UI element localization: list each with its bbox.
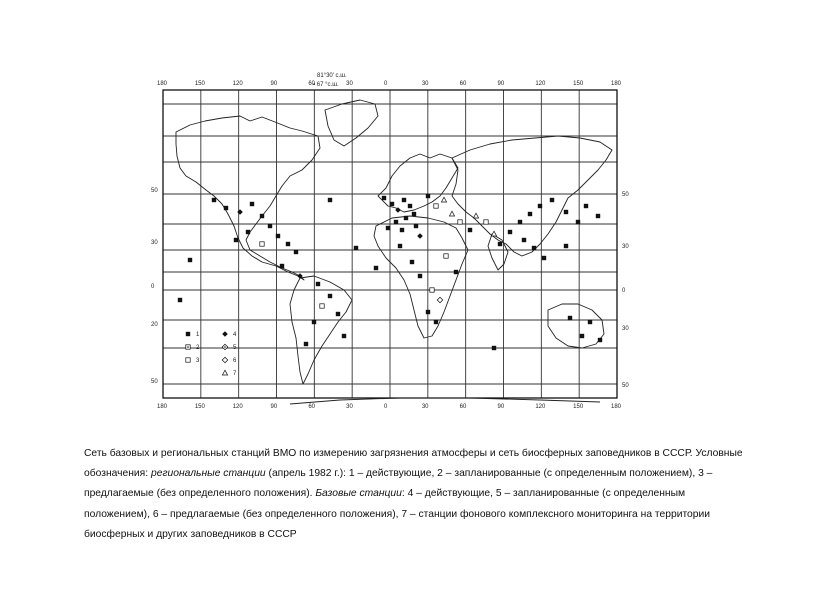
map-legend xyxy=(186,331,237,377)
station-marker xyxy=(568,316,572,320)
legend-symbol xyxy=(222,344,228,350)
station-marker xyxy=(434,204,438,208)
station-marker xyxy=(178,298,182,302)
station-marker xyxy=(188,258,192,262)
station-marker xyxy=(596,214,600,218)
left-latitude-labels xyxy=(151,188,158,385)
station-marker xyxy=(532,246,536,250)
top-header-line-1: 81°30' с.ш. xyxy=(317,73,347,79)
station-marker xyxy=(426,310,430,314)
station-marker xyxy=(449,211,454,216)
station-marker xyxy=(328,198,332,202)
station-marker xyxy=(454,270,458,274)
legend-number: 1 xyxy=(196,332,200,338)
station-marker xyxy=(237,209,243,215)
top-longitude-label: 30 xyxy=(421,81,429,87)
station-marker xyxy=(320,304,324,308)
legend-symbol xyxy=(186,358,190,362)
bottom-longitude-label: 150 xyxy=(573,404,584,410)
left-latitude-label: 50 xyxy=(151,188,158,194)
map-grid xyxy=(163,90,617,398)
legend-symbol xyxy=(222,370,227,375)
top-longitude-label: 120 xyxy=(232,81,243,87)
legend-number: 7 xyxy=(233,371,237,377)
station-marker xyxy=(564,210,568,214)
station-marker xyxy=(234,238,238,242)
south-america-outline xyxy=(290,276,352,384)
station-marker xyxy=(328,294,332,298)
station-marker xyxy=(522,238,526,242)
right-latitude-label: 50 xyxy=(622,192,629,198)
station-marker xyxy=(418,274,422,278)
station-marker xyxy=(550,198,554,202)
caption-part-2: (апрель 1982 г.): 1 – действующие, 2 – запланированные (с определенным положением), 3 – предлагаемые (без определенного положения). xyxy=(84,468,713,500)
station-marker xyxy=(386,226,390,230)
legend-number: 6 xyxy=(233,358,237,364)
station-marker xyxy=(444,254,448,258)
station-marker xyxy=(390,202,394,206)
station-marker xyxy=(280,264,284,268)
station-marker xyxy=(437,297,443,303)
north-america-outline xyxy=(176,116,320,280)
station-marker xyxy=(224,206,228,210)
bottom-longitude-label: 180 xyxy=(611,404,622,410)
station-marker xyxy=(468,228,472,232)
top-longitude-labels xyxy=(157,81,622,87)
bottom-longitude-label: 30 xyxy=(346,404,353,410)
left-latitude-label: 50 xyxy=(151,379,158,385)
station-marker xyxy=(564,244,568,248)
caption-italic-base: Базовые станции xyxy=(315,488,402,500)
legend-symbol xyxy=(222,331,228,337)
legend-symbol xyxy=(186,332,190,336)
top-header-line-2: ▪ 67 °с.ш. xyxy=(313,82,339,88)
bottom-longitude-label: 120 xyxy=(535,404,546,410)
left-latitude-label: 0 xyxy=(151,284,155,290)
bottom-longitude-label: 180 xyxy=(157,404,168,410)
station-marker xyxy=(316,282,320,286)
station-marker xyxy=(260,214,264,218)
station-marker xyxy=(250,202,254,206)
legend-number: 3 xyxy=(196,358,200,364)
bottom-longitude-labels xyxy=(157,404,622,410)
caption-italic-regional: региональные станции xyxy=(150,468,266,480)
station-marker xyxy=(528,212,532,216)
station-marker xyxy=(473,213,478,218)
legend-number: 4 xyxy=(233,332,237,338)
station-marker xyxy=(484,220,488,224)
figure-caption xyxy=(84,444,744,545)
station-marker xyxy=(426,194,430,198)
left-latitude-label: 30 xyxy=(151,240,158,246)
station-marker xyxy=(518,220,522,224)
top-longitude-label: 30 xyxy=(346,81,353,87)
top-longitude-label: 120 xyxy=(535,81,546,87)
bottom-longitude-label: 90 xyxy=(497,404,505,410)
india-outline xyxy=(488,234,508,270)
station-marker xyxy=(542,256,546,260)
top-longitude-label: 90 xyxy=(497,81,505,87)
top-longitude-label: 90 xyxy=(270,81,278,87)
antarctica-outline xyxy=(290,398,600,404)
station-marker xyxy=(408,204,412,208)
left-latitude-label: 20 xyxy=(151,322,158,328)
caption-part-3: : 4 – действующие, 5 – запланированные (с определенным положением), 6 – предлагаемые (без определенного положения), 7 – станции фонового комплексного мониторинга на территории биосферных и других заповедников в СССР xyxy=(84,488,711,540)
station-marker xyxy=(294,250,298,254)
bottom-longitude-label: 90 xyxy=(270,404,278,410)
station-marker xyxy=(382,196,386,200)
station-marker xyxy=(588,320,592,324)
legend-symbol xyxy=(222,357,228,363)
station-marker xyxy=(508,230,512,234)
legend-number: 5 xyxy=(233,345,237,351)
right-latitude-label: 30 xyxy=(622,326,629,332)
bottom-longitude-label: 0 xyxy=(384,404,388,410)
station-marker xyxy=(212,198,216,202)
right-latitude-label: 50 xyxy=(622,383,629,389)
station-marker xyxy=(584,204,588,208)
station-marker xyxy=(598,338,602,342)
station-marker xyxy=(430,288,434,292)
station-marker xyxy=(434,320,438,324)
bottom-longitude-label: 150 xyxy=(194,404,205,410)
australia-outline xyxy=(548,304,604,348)
top-longitude-label: 150 xyxy=(573,81,584,87)
station-marker xyxy=(412,212,416,216)
station-marker xyxy=(354,246,358,250)
right-latitude-label: 30 xyxy=(622,244,629,250)
station-marker xyxy=(458,220,462,224)
station-marker xyxy=(410,260,414,264)
top-longitude-label: 180 xyxy=(157,81,168,87)
station-marker xyxy=(374,266,378,270)
station-marker xyxy=(414,224,418,228)
station-marker xyxy=(404,216,408,220)
top-longitude-label: 60 xyxy=(308,81,316,87)
bottom-longitude-label: 30 xyxy=(421,404,429,410)
top-longitude-label: 150 xyxy=(194,81,205,87)
station-marker xyxy=(276,234,280,238)
station-marker xyxy=(492,346,496,350)
caption-part-1: Сеть базовых и региональных станций ВМО по измерению загрязнения атмосферы и сеть биосферных заповедников в СССР. Условные обозначения: xyxy=(84,448,743,480)
station-marker xyxy=(304,342,308,346)
station-marker xyxy=(498,242,502,246)
continent-outlines xyxy=(176,100,612,404)
station-marker xyxy=(576,220,580,224)
station-marker xyxy=(417,233,423,239)
bottom-longitude-label: 120 xyxy=(232,404,243,410)
station-marker xyxy=(286,242,290,246)
station-marker xyxy=(336,312,340,316)
top-longitude-label: 0 xyxy=(384,81,388,87)
bottom-longitude-label: 60 xyxy=(459,404,467,410)
station-marker xyxy=(580,334,584,338)
station-marker xyxy=(400,228,404,232)
station-marker xyxy=(402,198,406,202)
top-longitude-label: 180 xyxy=(611,81,622,87)
station-marker xyxy=(268,224,272,228)
station-marker xyxy=(342,334,346,338)
station-marker xyxy=(246,230,250,234)
right-latitude-labels xyxy=(622,192,629,389)
station-marker xyxy=(398,244,402,248)
station-marker xyxy=(441,197,446,202)
greenland-outline xyxy=(325,100,378,146)
legend-symbol xyxy=(186,345,190,349)
top-longitude-label: 60 xyxy=(459,81,467,87)
right-latitude-label: 0 xyxy=(622,288,626,294)
station-marker xyxy=(312,320,316,324)
asia-outline xyxy=(452,136,612,256)
legend-number: 2 xyxy=(196,345,200,351)
station-marker xyxy=(538,204,542,208)
station-marker xyxy=(260,242,264,246)
station-marker xyxy=(394,220,398,224)
bottom-longitude-label: 60 xyxy=(308,404,316,410)
